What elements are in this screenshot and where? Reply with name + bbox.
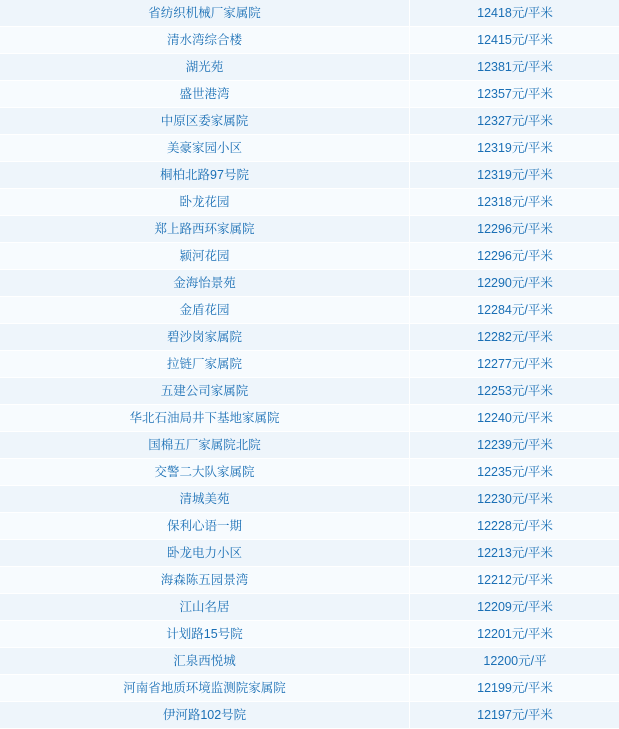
community-price-cell: 12282元/平米 — [410, 324, 619, 351]
community-price-cell: 12230元/平米 — [410, 486, 619, 513]
community-name-cell[interactable]: 金盾花园 — [0, 297, 410, 324]
community-name-cell[interactable]: 中原区委家属院 — [0, 108, 410, 135]
table-row — [0, 621, 619, 648]
community-name-cell[interactable]: 计划路15号院 — [0, 621, 410, 648]
table-row — [0, 405, 619, 432]
table-row — [0, 108, 619, 135]
community-name-cell[interactable]: 金海怡景苑 — [0, 270, 410, 297]
table-row — [0, 216, 619, 243]
community-price-cell: 12418元/平米 — [410, 0, 619, 27]
table-row — [0, 432, 619, 459]
community-price-cell: 12197元/平米 — [410, 702, 619, 729]
table-row — [0, 54, 619, 81]
community-name-cell[interactable]: 碧沙岗家属院 — [0, 324, 410, 351]
table-row — [0, 27, 619, 54]
table-row — [0, 243, 619, 270]
community-name-cell[interactable]: 卧龙花园 — [0, 189, 410, 216]
community-price-cell: 12277元/平米 — [410, 351, 619, 378]
table-row — [0, 594, 619, 621]
table-row — [0, 513, 619, 540]
community-price-cell: 12357元/平米 — [410, 81, 619, 108]
community-name-cell[interactable]: 国棉五厂家属院北院 — [0, 432, 410, 459]
community-price-cell: 12201元/平米 — [410, 621, 619, 648]
community-price-cell: 12296元/平米 — [410, 216, 619, 243]
community-price-cell: 12228元/平米 — [410, 513, 619, 540]
community-price-cell: 12253元/平米 — [410, 378, 619, 405]
community-name-cell[interactable]: 拉链厂家属院 — [0, 351, 410, 378]
table-row — [0, 324, 619, 351]
community-name-cell[interactable]: 伊河路102号院 — [0, 702, 410, 729]
table-row — [0, 486, 619, 513]
community-price-cell: 12240元/平米 — [410, 405, 619, 432]
community-price-cell: 12209元/平米 — [410, 594, 619, 621]
community-name-cell[interactable]: 汇泉西悦城 — [0, 648, 410, 675]
community-name-cell[interactable]: 卧龙电力小区 — [0, 540, 410, 567]
community-price-cell: 12319元/平米 — [410, 162, 619, 189]
community-name-cell[interactable]: 桐柏北路97号院 — [0, 162, 410, 189]
table-row — [0, 459, 619, 486]
community-name-cell[interactable]: 华北石油局井下基地家属院 — [0, 405, 410, 432]
community-name-cell[interactable]: 清水湾综合楼 — [0, 27, 410, 54]
community-name-cell[interactable]: 颍河花园 — [0, 243, 410, 270]
community-name-cell[interactable]: 湖光苑 — [0, 54, 410, 81]
community-price-cell: 12327元/平米 — [410, 108, 619, 135]
community-name-cell[interactable]: 美豪家园小区 — [0, 135, 410, 162]
table-row — [0, 675, 619, 702]
community-name-cell[interactable]: 交警二大队家属院 — [0, 459, 410, 486]
community-price-cell: 12284元/平米 — [410, 297, 619, 324]
table-row — [0, 135, 619, 162]
table-row — [0, 567, 619, 594]
community-name-cell[interactable]: 省纺织机械厂家属院 — [0, 0, 410, 27]
table-row — [0, 162, 619, 189]
community-name-cell[interactable]: 五建公司家属院 — [0, 378, 410, 405]
community-price-cell: 12318元/平米 — [410, 189, 619, 216]
community-name-cell[interactable]: 郑上路西环家属院 — [0, 216, 410, 243]
table-row — [0, 648, 619, 675]
table-row — [0, 189, 619, 216]
community-name-cell[interactable]: 保利心语一期 — [0, 513, 410, 540]
community-price-cell: 12239元/平米 — [410, 432, 619, 459]
community-price-cell: 12296元/平米 — [410, 243, 619, 270]
community-price-cell: 12199元/平米 — [410, 675, 619, 702]
community-price-cell: 12290元/平米 — [410, 270, 619, 297]
community-price-cell: 12200元/平 — [410, 648, 619, 675]
community-price-cell: 12319元/平米 — [410, 135, 619, 162]
table-row — [0, 81, 619, 108]
table-row — [0, 351, 619, 378]
table-row — [0, 378, 619, 405]
community-name-cell[interactable]: 盛世港湾 — [0, 81, 410, 108]
community-price-cell: 12212元/平米 — [410, 567, 619, 594]
table-row — [0, 702, 619, 729]
community-price-cell: 12235元/平米 — [410, 459, 619, 486]
table-row — [0, 270, 619, 297]
table-row — [0, 540, 619, 567]
table-row — [0, 297, 619, 324]
community-price-cell: 12213元/平米 — [410, 540, 619, 567]
community-price-cell: 12381元/平米 — [410, 54, 619, 81]
community-name-cell[interactable]: 江山名居 — [0, 594, 410, 621]
community-name-cell[interactable]: 海森陈五园景湾 — [0, 567, 410, 594]
community-name-cell[interactable]: 河南省地质环境监测院家属院 — [0, 675, 410, 702]
table-row — [0, 0, 619, 27]
community-price-cell: 12415元/平米 — [410, 27, 619, 54]
community-name-cell[interactable]: 清城美苑 — [0, 486, 410, 513]
